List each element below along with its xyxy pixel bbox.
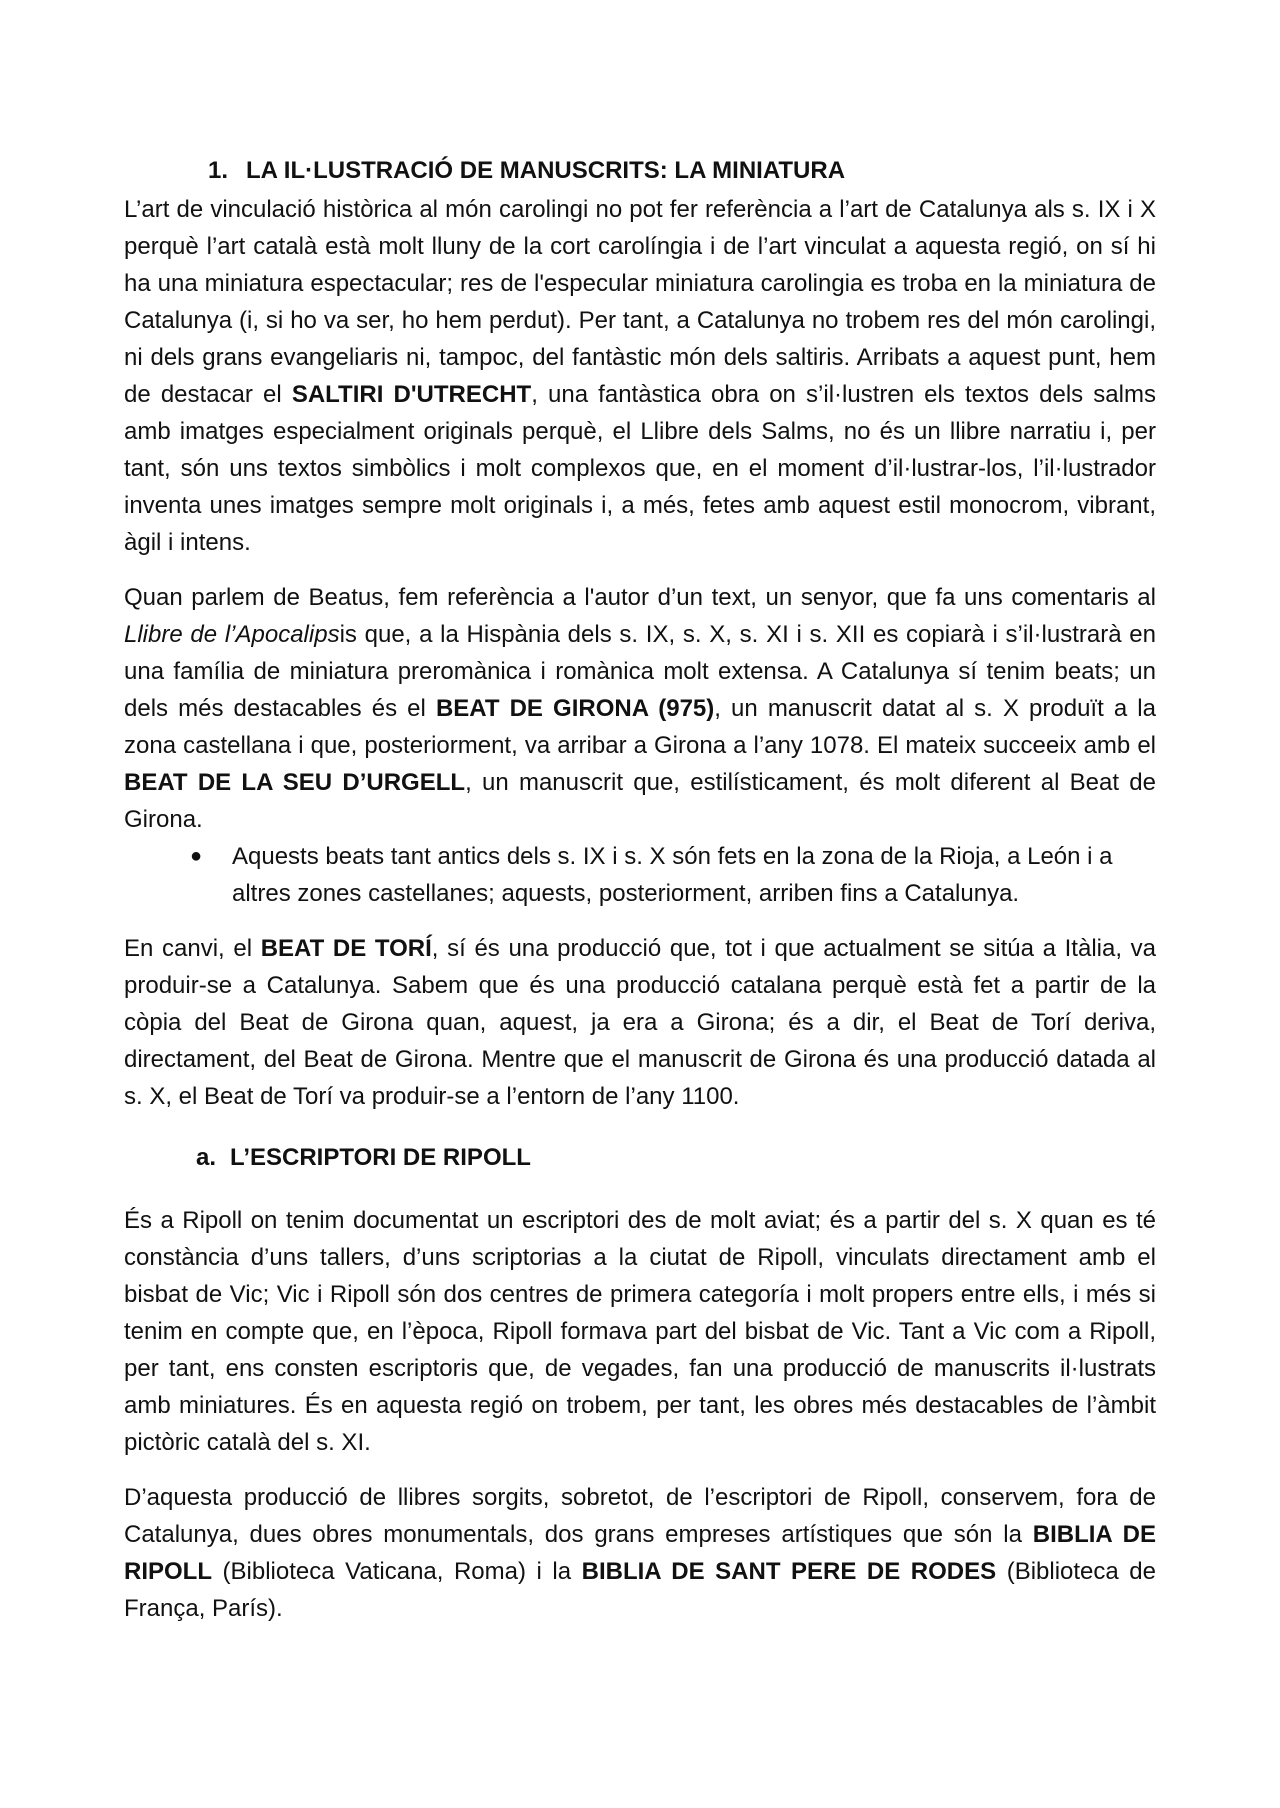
section-heading-1	[124, 152, 1156, 189]
list-item-text: Aquests beats tant antics dels s. IX i s. X són fets en la zona de la Rioja, a León i a altres zones castellanes; aquests, posteriorment, arriben fins a Catalunya.	[232, 843, 1113, 907]
bold-term-beat-tori: BEAT DE TORÍ	[260, 935, 432, 962]
section-number: a.	[196, 1144, 217, 1171]
bullet-icon: ●	[190, 845, 203, 867]
bold-term-beat-urgell: BEAT DE LA SEU D’URGELL	[124, 769, 466, 796]
paragraph-ripoll: És a Ripoll on tenim documentat un escriptori des de molt aviat; és a partir del s. X quan es té constància d’uns tallers, d’uns scriptorias a la ciutat de Ripoll, vinculats directament amb el bisbat de Vic; Vic i Ripoll són dos centres de primera categoría i molt propers entre ells, i més si tenim en compte que, en l’època, Ripoll formava part del bisbat de Vic. Tant a Vic com a Ripoll, per tant, ens consten escriptoris que, de vegades, fan una producció de manuscrits il·lustrats amb miniatures. És en aquesta regió on trobem, per tant, les obres més destacables de l’àmbit pictòric català del s. XI.	[124, 1207, 1156, 1456]
paragraph-biblies: D’aquesta producció de llibres sorgits, sobretot, de l’escriptori de Ripoll, conservem, fora de Catalunya, dues obres monumentals, dos grans empreses artístiques que són la BIBLIA DE RIPOLL (Biblioteca Vaticana, Roma) i la BIBLIA DE SANT PERE DE RODES (Biblioteca de França, París).	[124, 1484, 1156, 1622]
paragraph-beatus: Quan parlem de Beatus, fem referència a l'autor d’un text, un senyor, que fa uns comentaris al Llibre de l’Apocalipsis que, a la Hispània dels s. IX, s. X, s. XI i s. XII es copiarà i s’il·lustrarà en una família de miniatura preromànica i romànica molt extensa. A Catalunya sí tenim beats; un dels més destacables és el BEAT DE GIRONA (975), un manuscrit datat al s. X produït a la zona castellana i que, posteriorment, va arribar a Girona a l’any 1078. El mateix succeeix amb el BEAT DE LA SEU D’URGELL, un manuscrit que, estilísticament, és molt diferent al Beat de Girona.	[124, 584, 1157, 833]
paragraph-carolingian: L’art de vinculació històrica al món carolingi no pot fer referència a l’art de Catalunya als s. IX i X perquè l’art català està molt lluny de la cort carolíngia i de l’art vinculat a aquesta regió, on sí hi ha una miniatura espectacular; res de l'especular miniatura carolingia es troba en la miniatura de Catalunya (i, si ho va ser, ho hem perdut). Per tant, a Catalunya no trobem res del món carolingi, ni dels grans evangeliaris ni, tampoc, del fantàstic món dels saltiris. Arribats a aquest punt, hem de destacar el SALTIRI D'UTRECHT, una fantàstica obra on s’il·lustren els textos dels salms amb imatges especialment originals perquè, el Llibre dels Salms, no és un llibre narratiu i, per tant, són uns textos simbòlics i molt complexos que, en el moment d’il·lustrar-los, l’il·lustrador inventa unes imatges sempre molt originals i, a més, fetes amb aquest estil monocrom, vibrant, àgil i intens.	[124, 196, 1156, 556]
paragraph-beat-tori: En canvi, el BEAT DE TORÍ, sí és una producció que, tot i que actualment se sitúa a Itàlia, va produir-se a Catalunya. Sabem que és una producció catalana perquè està fet a partir de la còpia del Beat de Girona quan, aquest, ja era a Girona; és a dir, el Beat de Torí deriva, directament, del Beat de Girona. Mentre que el manuscrit de Girona és una producció datada al s. X, el Beat de Torí va produir-se a l’entorn de l’any 1100.	[124, 935, 1156, 1110]
bold-term-biblia-rodes: BIBLIA DE SANT PERE DE RODES	[581, 1558, 997, 1585]
section-title: L’ESCRIPTORI DE RIPOLL	[230, 1144, 531, 1171]
section-heading-a	[124, 1139, 1156, 1176]
section-number: 1.	[208, 157, 229, 184]
bold-term-biblia-ripoll: BIBLIA DE RIPOLL	[124, 1521, 1156, 1585]
bold-term-saltiri: SALTIRI D'UTRECHT	[291, 381, 532, 408]
section-title: LA IL·LUSTRACIÓ DE MANUSCRITS: LA MINIATURA	[246, 157, 846, 184]
italic-title-apocalipsi: Llibre de l’Apocalips	[124, 621, 340, 648]
bold-term-beat-girona: BEAT DE GIRONA (975)	[435, 695, 715, 722]
list-item	[124, 838, 1156, 912]
